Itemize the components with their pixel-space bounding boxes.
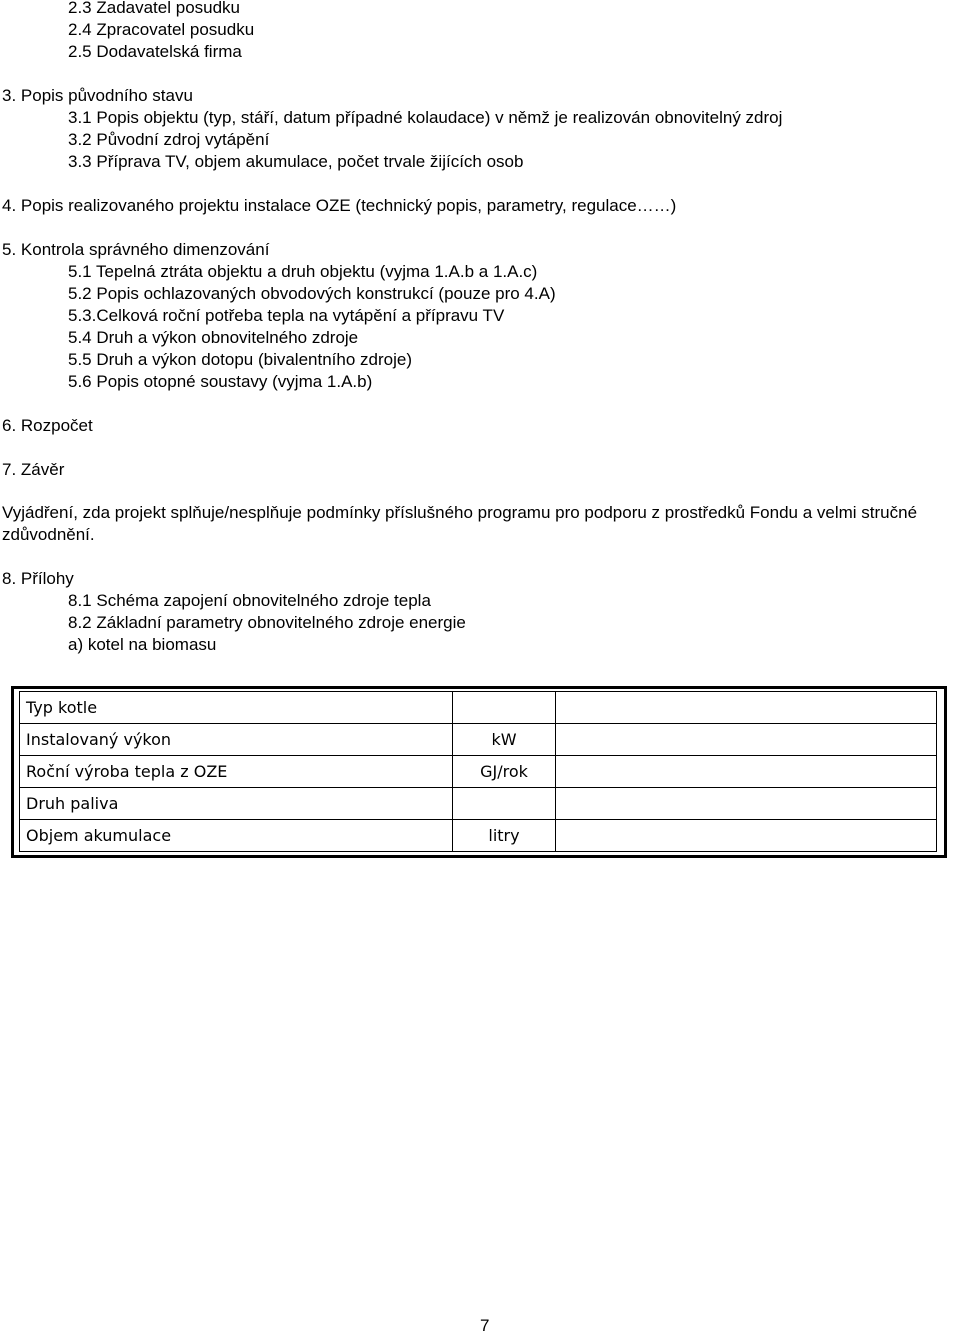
outline-item-5-5: 5.5 Druh a výkon dotopu (bivalentního zdroje) (68, 350, 412, 369)
section-heading-6: 6. Rozpočet (2, 416, 93, 435)
param-label: Objem akumulace (20, 820, 453, 852)
param-unit: litry (453, 820, 556, 852)
table-row (20, 820, 937, 852)
param-value-cell[interactable] (556, 820, 937, 852)
section-heading-5: 5. Kontrola správného dimenzování (2, 240, 270, 259)
boiler-parameters-table (19, 691, 937, 852)
table-row (20, 756, 937, 788)
param-unit (453, 788, 556, 820)
param-label: Roční výroba tepla z OZE (20, 756, 453, 788)
table-row (20, 724, 937, 756)
boiler-parameters-frame (11, 686, 947, 858)
outline-item-2-4: 2.4 Zpracovatel posudku (68, 20, 255, 39)
param-label: Druh paliva (20, 788, 453, 820)
conclusion-paragraph: Vyjádření, zda projekt splňuje/nesplňuje podmínky příslušného programu pro podporu z prostředků Fondu a velmi stručné zdůvodnění. (2, 503, 918, 544)
outline-item-3-3: 3.3 Příprava TV, objem akumulace, počet trvale žijících osob (68, 152, 524, 171)
section-heading-8: 8. Přílohy (2, 569, 74, 588)
param-unit: GJ/rok (453, 756, 556, 788)
appendix-item-8-2: 8.2 Základní parametry obnovitelného zdroje energie (68, 613, 466, 632)
param-unit (453, 692, 556, 724)
outline-item-2-3: 2.3 Zadavatel posudku (68, 0, 241, 17)
param-value-cell[interactable] (556, 724, 937, 756)
outline-item-5-6: 5.6 Popis otopné soustavy (vyjma 1.A.b) (68, 372, 373, 391)
param-value-cell[interactable] (556, 756, 937, 788)
outline-item-5-4: 5.4 Druh a výkon obnovitelného zdroje (68, 328, 359, 347)
outline-item-5-2: 5.2 Popis ochlazovaných obvodových konstrukcí (pouze pro 4.A) (68, 284, 556, 303)
section-heading-3: 3. Popis původního stavu (2, 86, 193, 105)
param-label: Instalovaný výkon (20, 724, 453, 756)
outline-item-5-3: 5.3.Celková roční potřeba tepla na vytápění a přípravu TV (68, 306, 505, 325)
outline-item-5-1: 5.1 Tepelná ztráta objektu a druh objektu (vyjma 1.A.b a 1.A.c) (68, 262, 538, 281)
outline-item-3-1: 3.1 Popis objektu (typ, stáří, datum případné kolaudace) v němž je realizován obnovitelný zdroj (68, 108, 783, 127)
appendix-item-8-1: 8.1 Schéma zapojení obnovitelného zdroje tepla (68, 591, 431, 610)
param-label: Typ kotle (20, 692, 453, 724)
section-heading-7: 7. Závěr (2, 460, 65, 479)
param-value-cell[interactable] (556, 692, 937, 724)
param-unit: kW (453, 724, 556, 756)
page-number: 7 (480, 1316, 490, 1335)
outline-item-2-5: 2.5 Dodavatelská firma (68, 42, 242, 61)
appendix-item-a: a) kotel na biomasu (68, 635, 217, 654)
section-heading-4: 4. Popis realizovaného projektu instalace OZE (technický popis, parametry, regulace……) (2, 196, 677, 215)
param-value-cell[interactable] (556, 788, 937, 820)
outline-item-3-2: 3.2 Původní zdroj vytápění (68, 130, 270, 149)
table-row (20, 788, 937, 820)
table-row (20, 692, 937, 724)
